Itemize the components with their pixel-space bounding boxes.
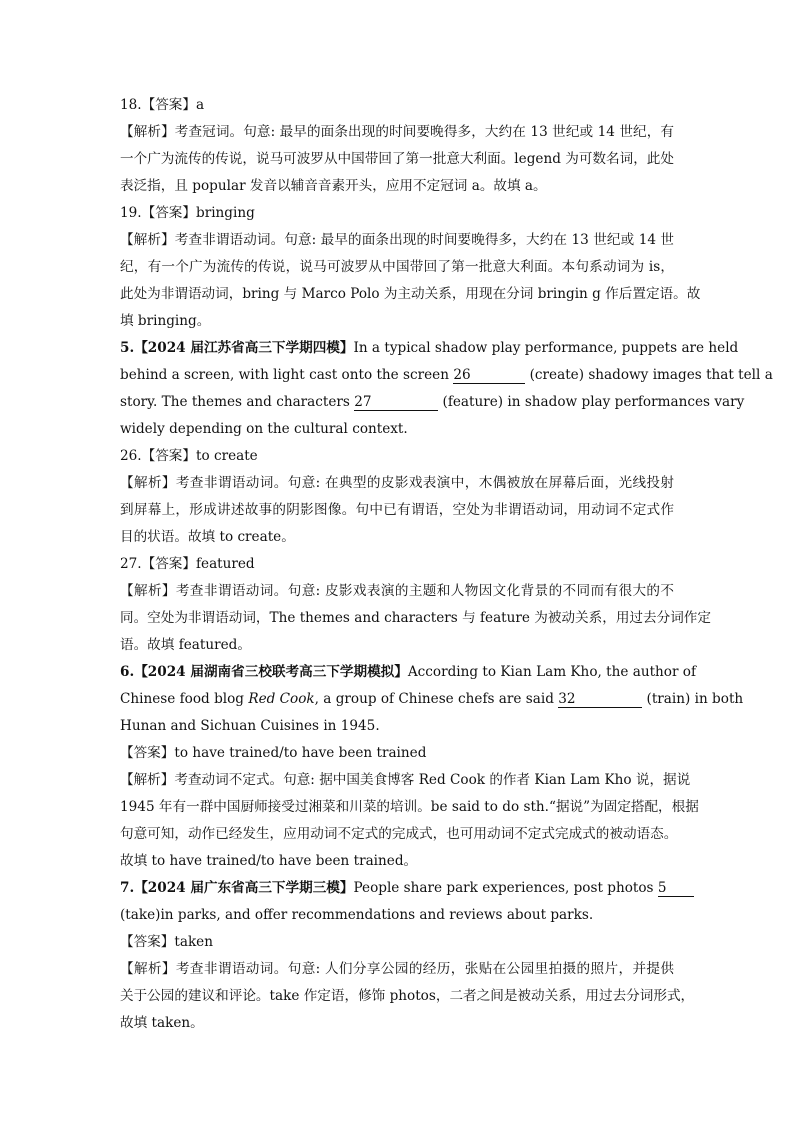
text-segment: 【解析】考查非谓语动词。句意: 最早的面条出现的时间要晚得多，大约在 13 世纪或 14 世 <box>120 232 674 248</box>
text-line <box>120 362 773 389</box>
text-segment: (take)in parks, and offer recommendations and reviews about parks. <box>120 907 594 923</box>
text-line <box>120 794 699 821</box>
text-segment: 5.【2024 届江苏省高三下学期四模】 <box>120 340 354 356</box>
text-segment: 【答案】taken <box>120 934 213 950</box>
text-segment: 一个广为流传的传说，说马可波罗从中国带回了第一批意大利面。legend 为可数名词，此处 <box>120 151 674 167</box>
text-segment: In a typical shadow play performance, puppets are held <box>353 340 739 356</box>
text-line <box>120 659 697 686</box>
text-line <box>120 227 674 254</box>
text-line <box>120 146 674 173</box>
text-line <box>120 713 674 740</box>
document-body <box>120 92 773 1037</box>
text-segment: 故填 taken。 <box>120 1015 204 1031</box>
text-segment: widely depending on the cultural context. <box>120 421 408 437</box>
text-segment: 26.【答案】to create <box>120 448 258 464</box>
text-segment: 19.【答案】bringing <box>120 205 255 221</box>
text-segment: , a group of Chinese chefs are said <box>314 691 559 707</box>
text-line <box>120 875 674 902</box>
text-segment: 27.【答案】featured <box>120 556 255 572</box>
text-segment: According to Kian Lam Kho, the author of <box>407 664 697 680</box>
answer-blank: 5 <box>658 881 694 897</box>
text-segment: 此处为非谓语动词，bring 与 Marco Polo 为主动关系，用现在分词 bringin g 作后置定语。故 <box>120 286 701 302</box>
text-line <box>120 686 744 713</box>
text-segment: 【解析】考查冠词。句意: 最早的面条出现的时间要晚得多，大约在 13 世纪或 14 世纪，有 <box>120 124 674 140</box>
text-segment: Red Cook <box>248 691 315 707</box>
text-line <box>120 821 678 848</box>
text-line <box>120 389 745 416</box>
text-line <box>120 335 739 362</box>
answer-blank: 32 <box>558 692 642 708</box>
answer-blank: 26 <box>453 368 525 384</box>
text-segment: 【解析】考查非谓语动词。句意: 人们分享公园的经历，张贴在公园里拍摄的照片，并提供 <box>120 961 674 977</box>
text-line <box>120 173 674 200</box>
text-line <box>120 605 711 632</box>
text-segment: Chinese food blog <box>120 691 249 707</box>
text-segment: (feature) in shadow play performances vary <box>438 394 745 410</box>
text-line <box>120 92 674 119</box>
text-line <box>120 119 674 146</box>
text-line <box>120 254 674 281</box>
text-segment: 表泛指，且 popular 发音以辅音音素开头，应用不定冠词 a。故填 a。 <box>120 178 547 194</box>
text-segment: story. The themes and characters <box>120 394 355 410</box>
text-segment: 18.【答案】a <box>120 97 205 113</box>
text-line <box>120 443 674 470</box>
text-line <box>120 767 691 794</box>
text-segment: 纪，有一个广为流传的传说，说马可波罗从中国带回了第一批意大利面。本句系动词为 is， <box>120 259 674 275</box>
text-segment: 1945 年有一群中国厨师接受过湘菜和川菜的培训。be said to do sth.“据说”为固定搭配，根据 <box>120 799 699 815</box>
text-segment: 关于公园的建议和评论。take 作定语，修饰 photos，二者之间是被动关系，用过去分词形式， <box>120 988 695 1004</box>
text-line <box>120 632 674 659</box>
text-line <box>120 497 674 524</box>
text-line <box>120 740 674 767</box>
text-line <box>120 929 674 956</box>
text-line <box>120 524 674 551</box>
text-line <box>120 200 674 227</box>
text-segment: 语。故填 featured。 <box>120 637 251 653</box>
text-line <box>120 983 695 1010</box>
text-line <box>120 902 674 929</box>
text-line <box>120 308 674 335</box>
text-segment: 故填 to have trained/to have been trained。 <box>120 853 418 869</box>
text-segment: Hunan and Sichuan Cuisines in 1945. <box>120 718 380 734</box>
text-segment: 【解析】考查非谓语动词。句意: 皮影戏表演的主题和人物因文化背景的不同而有很大的不 <box>120 583 674 599</box>
text-segment: 目的状语。故填 to create。 <box>120 529 295 545</box>
text-segment: 句意可知，动作已经发生，应用动词不定式的完成式，也可用动词不定式完成式的被动语态。 <box>120 826 678 842</box>
text-segment: 6.【2024 届湖南省三校联考高三下学期模拟】 <box>120 664 408 680</box>
text-segment: (create) shadowy images that tell a <box>525 367 773 383</box>
text-line <box>120 1010 674 1037</box>
text-segment: 【解析】考查非谓语动词。句意: 在典型的皮影戏表演中，木偶被放在屏幕后面，光线投射 <box>120 475 674 491</box>
text-line <box>120 281 701 308</box>
text-segment: 【解析】考查动词不定式。句意: 据中国美食博客 Red Cook 的作者 Kian Lam Kho 说，据说 <box>120 772 691 788</box>
text-line <box>120 416 674 443</box>
text-line <box>120 470 674 497</box>
text-segment: 到屏幕上，形成讲述故事的阴影图像。句中已有谓语，空处为非谓语动词，用动词不定式作 <box>120 502 674 518</box>
text-segment: 7.【2024 届广东省高三下学期三模】 <box>120 880 354 896</box>
text-line <box>120 578 674 605</box>
text-segment: 同。空处为非谓语动词，The themes and characters 与 feature 为被动关系，用过去分词作定 <box>120 610 711 626</box>
text-segment: (train) in both <box>642 691 744 707</box>
text-line <box>120 551 674 578</box>
text-segment: People share park experiences, post photos <box>353 880 658 896</box>
answer-blank: 27 <box>354 395 438 411</box>
text-segment: behind a screen, with light cast onto the screen <box>120 367 454 383</box>
text-segment: 填 bringing。 <box>120 313 211 329</box>
text-line <box>120 956 674 983</box>
text-segment: 【答案】to have trained/to have been trained <box>120 745 427 761</box>
text-line <box>120 848 674 875</box>
